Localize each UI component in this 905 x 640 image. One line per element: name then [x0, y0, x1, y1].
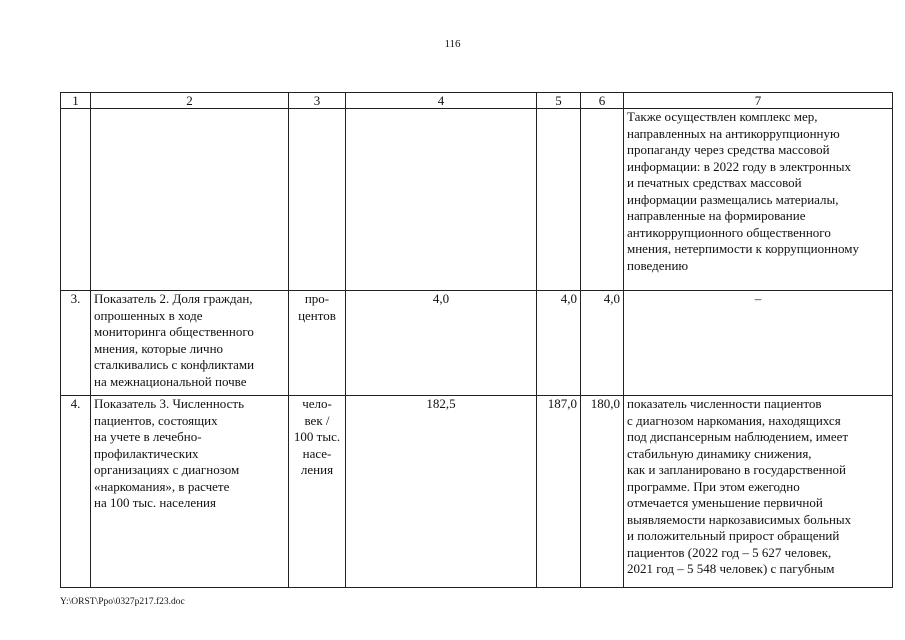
note-cell: показатель численности пациентов с диагнозом наркомания, находящихся под диспансерным наблюдением, имеет стабильную динамику снижения, как и запланировано в государственной программе. При этом ежегодно отмечается уменьшение первичной выявляемости наркозависимых больных и положительный прирост обращений пациентов (2022 год – 5 627 человек, 2021 год – 5 548 человек) с пагубным: [624, 396, 893, 588]
header-col-7: 7: [624, 93, 893, 109]
data-table: [60, 92, 893, 588]
indicator-cell: [91, 109, 289, 291]
value-cell-5: [537, 109, 581, 291]
value-cell-6: [581, 109, 624, 291]
indicator-cell: Показатель 3. Численность пациентов, состоящих на учете в лечебно- профилактических организациях с диагнозом «наркомания», в расчете на 100 тыс. населения: [91, 396, 289, 588]
value-cell-5: 187,0: [537, 396, 581, 588]
value-cell-6: 180,0: [581, 396, 624, 588]
unit-cell: [289, 109, 346, 291]
value-cell-4: 182,5: [346, 396, 537, 588]
row-number: [61, 109, 91, 291]
value-cell-5: 4,0: [537, 291, 581, 396]
header-col-1: 1: [61, 93, 91, 109]
page-number: 116: [444, 38, 461, 50]
header-col-2: 2: [91, 93, 289, 109]
note-cell: Также осуществлен комплекс мер, направленных на антикоррупционную пропаганду через средства массовой информации: в 2022 году в электронных и печатных средствах массовой информации размещались материалы, направленные на формирование антикоррупционного общественного мнения, нетерпимости к коррупционному поведению: [624, 109, 893, 291]
file-path-footer: Y:\ORST\Ppo\0327p217.f23.doc: [60, 597, 185, 607]
value-cell-6: 4,0: [581, 291, 624, 396]
header-col-3: 3: [289, 93, 346, 109]
row-number: 3.: [61, 291, 91, 396]
table-row: [61, 109, 893, 291]
unit-cell: чело- век / 100 тыс. насе- ления: [289, 396, 346, 588]
value-cell-4: [346, 109, 537, 291]
header-col-5: 5: [537, 93, 581, 109]
note-cell: –: [624, 291, 893, 396]
table-row: [61, 291, 893, 396]
header-col-6: 6: [581, 93, 624, 109]
header-col-4: 4: [346, 93, 537, 109]
indicator-cell: Показатель 2. Доля граждан, опрошенных в ходе мониторинга общественного мнения, которые лично сталкивались с конфликтами на межнациональной почве: [91, 291, 289, 396]
value-cell-4: 4,0: [346, 291, 537, 396]
table-header-row: [61, 93, 893, 109]
unit-cell: про- центов: [289, 291, 346, 396]
row-number: 4.: [61, 396, 91, 588]
table-row: [61, 396, 893, 588]
